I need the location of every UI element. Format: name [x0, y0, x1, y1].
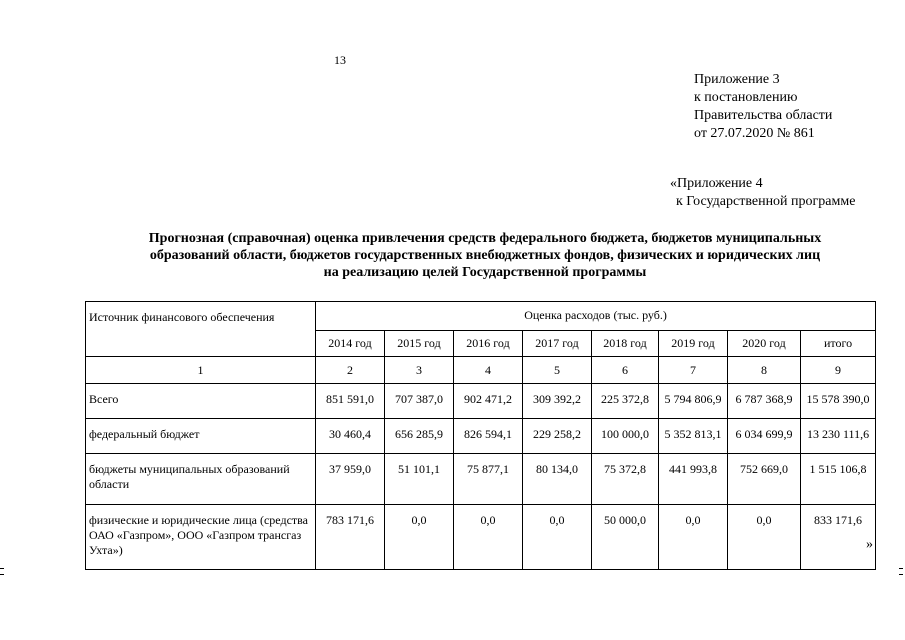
- header-source: Источник финансового обеспечения: [86, 302, 316, 357]
- cell-value: 826 594,1: [454, 419, 523, 454]
- column-number: 1: [86, 357, 316, 384]
- closing-quote: »: [866, 537, 873, 552]
- document-title: [80, 230, 890, 281]
- cell-value: 5 794 806,9: [659, 384, 728, 419]
- column-number: 3: [385, 357, 454, 384]
- program-appendix-line: «Приложение 4: [670, 176, 763, 191]
- title-line: Прогнозная (справочная) оценка привлечения средств федерального бюджета, бюджетов муниципальных: [148, 231, 822, 246]
- cell-value: 656 285,9: [385, 419, 454, 454]
- cell-value: 441 993,8: [659, 454, 728, 505]
- scan-edge-mark: [899, 568, 903, 575]
- column-number: 6: [592, 357, 659, 384]
- cell-value: 50 000,0: [592, 505, 659, 570]
- cell-value: 15 578 390,0: [801, 384, 876, 419]
- cell-value: 75 877,1: [454, 454, 523, 505]
- cell-value: 37 959,0: [316, 454, 385, 505]
- year-header: 2020 год: [728, 330, 801, 356]
- row-label: физические и юридические лица (средства ОАО «Газпром», ООО «Газпром трансгаз Ухта»): [86, 505, 316, 570]
- title-line: образований области, бюджетов государственных внебюджетных фондов, физических и юридических лиц: [149, 248, 821, 263]
- year-header: 2019 год: [659, 330, 728, 356]
- row-label: бюджеты муниципальных образований области: [86, 454, 316, 505]
- column-number: 9: [801, 357, 876, 384]
- cell-value: 0,0: [454, 505, 523, 570]
- page-number: 13: [334, 53, 346, 67]
- column-number: 8: [728, 357, 801, 384]
- program-appendix-reference: [670, 175, 855, 211]
- title-line: на реализацию целей Государственной программы: [323, 265, 647, 280]
- cell-value: 0,0: [728, 505, 801, 570]
- cell-value: 6 787 368,9: [728, 384, 801, 419]
- cell-value: 51 101,1: [385, 454, 454, 505]
- cell-value: 0,0: [523, 505, 592, 570]
- cell-value: 902 471,2: [454, 384, 523, 419]
- year-header: 2017 год: [523, 330, 592, 356]
- column-number: 4: [454, 357, 523, 384]
- cell-value: 707 387,0: [385, 384, 454, 419]
- scan-edge-mark: [0, 568, 4, 575]
- appendix-line: Приложение 3: [694, 72, 780, 87]
- column-number: 5: [523, 357, 592, 384]
- appendix-line: от 27.07.2020 № 861: [694, 126, 815, 141]
- appendix-reference: [694, 71, 832, 143]
- year-header: 2018 год: [592, 330, 659, 356]
- cell-value: 13 230 111,6: [801, 419, 876, 454]
- cell-value: 1 515 106,8: [801, 454, 876, 505]
- cell-value: 225 372,8: [592, 384, 659, 419]
- funding-table: [85, 301, 876, 570]
- row-label: федеральный бюджет: [86, 419, 316, 454]
- cell-value: 5 352 813,1: [659, 419, 728, 454]
- program-appendix-line: к Государственной программе: [676, 194, 856, 209]
- year-header: 2014 год: [316, 330, 385, 356]
- table-row: [86, 419, 876, 454]
- year-header: 2015 год: [385, 330, 454, 356]
- appendix-line: Правительства области: [694, 108, 833, 123]
- header-estimate: Оценка расходов (тыс. руб.): [316, 302, 876, 331]
- cell-value: 75 372,8: [592, 454, 659, 505]
- cell-value: 80 134,0: [523, 454, 592, 505]
- cell-value: 783 171,6: [316, 505, 385, 570]
- row-label: Всего: [86, 384, 316, 419]
- column-number: 7: [659, 357, 728, 384]
- cell-value: 229 258,2: [523, 419, 592, 454]
- cell-value: 100 000,0: [592, 419, 659, 454]
- table-row: [86, 384, 876, 419]
- table-row: [86, 505, 876, 570]
- cell-value: 0,0: [659, 505, 728, 570]
- cell-value: 851 591,0: [316, 384, 385, 419]
- cell-value: 752 669,0: [728, 454, 801, 505]
- year-header: 2016 год: [454, 330, 523, 356]
- cell-value: 833 171,6: [801, 505, 876, 570]
- appendix-line: к постановлению: [694, 90, 798, 105]
- cell-value: 309 392,2: [523, 384, 592, 419]
- column-number: 2: [316, 357, 385, 384]
- cell-value: 0,0: [385, 505, 454, 570]
- cell-value: 6 034 699,9: [728, 419, 801, 454]
- total-header: итого: [801, 330, 876, 356]
- cell-value: 30 460,4: [316, 419, 385, 454]
- table-row: [86, 454, 876, 505]
